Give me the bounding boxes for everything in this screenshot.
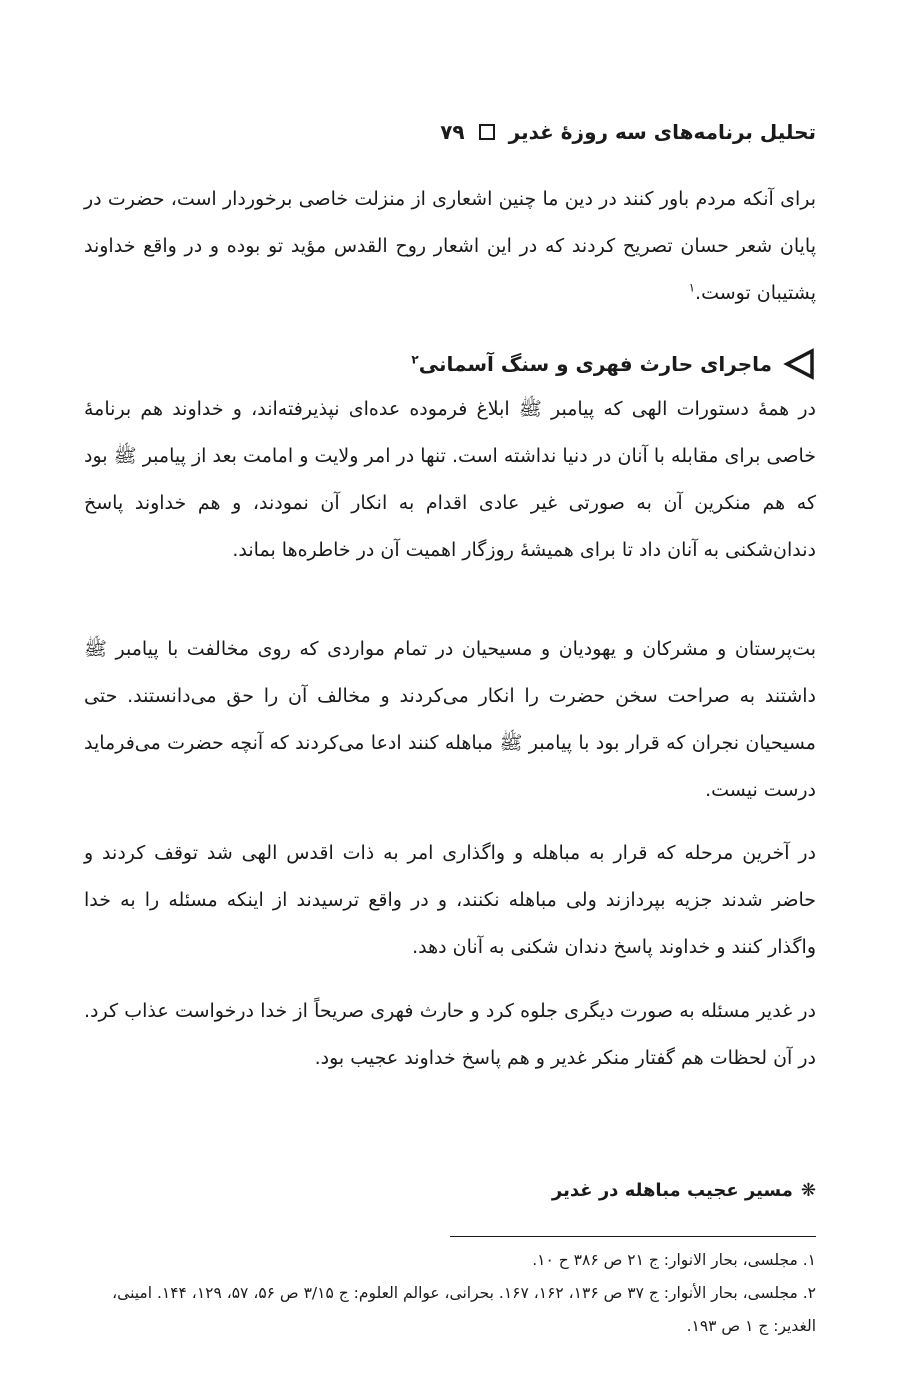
book-page — [84, 0, 816, 1393]
section-title-text: ماجرای حارث فهری و سنگ آسمانی — [418, 352, 772, 376]
flower-ornament-icon: ❋ — [800, 1180, 816, 1201]
triangle-pointer-icon — [782, 347, 816, 381]
paragraph-2: در همهٔ دستورات الهی که پیامبر ﷺ ابلاغ فرموده عده‌ای نپذیرفته‌اند، و خداوند هم برنامهٔ خاصی برای مقابله با آنان در دنیا نداشته است. تنها در امر ولایت و امامت بعد از پیامبر ﷺ بود که هم منکرین آن به صورتی غیر عادی اقدام به انکار آن نمودند، و هم خداوند پاسخ دندان‌شکنی به آنان داد تا برای همیشهٔ روزگار اهمیت آن در خاطره‌ها بماند. — [84, 398, 816, 561]
subheading-title: مسیر عجیب مباهله در غدیر — [551, 1180, 793, 1201]
footnote-1: ۱. مجلسی، بحار الانوار: ج ۲۱ ص ۳۸۶ ح ۱۰. — [532, 1251, 816, 1269]
section-title — [411, 352, 772, 376]
running-head — [84, 114, 816, 150]
running-head-title: تحلیل برنامه‌های سه روزهٔ غدیر — [508, 120, 816, 144]
footnote-ref-1: ۱ — [688, 280, 696, 295]
paragraph-4: در آخرین مرحله که قرار به مباهله و واگذاری امر به ذات اقدس الهی شد توقف کردند و حاضر شدند جزیه بپردازند ولی مباهله نکنند، و در واقع ترسیدند از اینکه مسئله را به خدا واگذار کنند و خداوند پاسخ دندان شکنی به آنان دهد. — [84, 842, 816, 958]
paragraph-3: بت‌پرستان و مشرکان و یهودیان و مسیحیان در تمام مواردی که روی مخالفت با پیامبر ﷺ داشتند به صراحت سخن حضرت را انکار می‌کردند و مخالف آن را حق می‌دانستند. حتی مسیحیان نجران که قرار بود با پیامبر ﷺ مباهله کنند ادعا می‌کردند که آنچه حضرت می‌فرماید درست نیست. — [84, 638, 816, 801]
paragraph-5: در غدیر مسئله به صورت دیگری جلوه کرد و حارث فهری صریحاً از خدا درخواست عذاب کرد. در آن لحظات هم گفتار منکر غدیر و هم پاسخ خداوند عجیب بود. — [84, 1000, 816, 1069]
footnotes — [84, 1244, 816, 1343]
footnote-ref-2: ۲ — [411, 352, 419, 367]
footnote-divider — [450, 1236, 816, 1237]
paragraph-1-text: برای آنکه مردم باور کنند در دین ما چنین اشعاری از منزلت خاصی برخوردار است، حضرت در پایان شعر حسان تصریح کردند که در این اشعار روح القدس مؤید تو بوده و در واقع خداوند پشتیبان توست. — [84, 188, 816, 304]
square-ornament-icon — [479, 124, 495, 140]
footnote-2: ۲. مجلسی، بحار الأنوار: ج ۳۷ ص ۱۳۶، ۱۶۲، ۱۶۷. بحرانی، عوالم العلوم: ج ۳/۱۵ ص ۵۶، ۵۷، ۱۲۹، ۱۴۴. امینی، الغدیر: ج ۱ ص ۱۹۳. — [112, 1284, 816, 1335]
section-heading — [84, 342, 816, 386]
page-number: ۷۹ — [440, 120, 465, 144]
subheading — [84, 1180, 816, 1201]
paragraph-1 — [84, 176, 816, 317]
